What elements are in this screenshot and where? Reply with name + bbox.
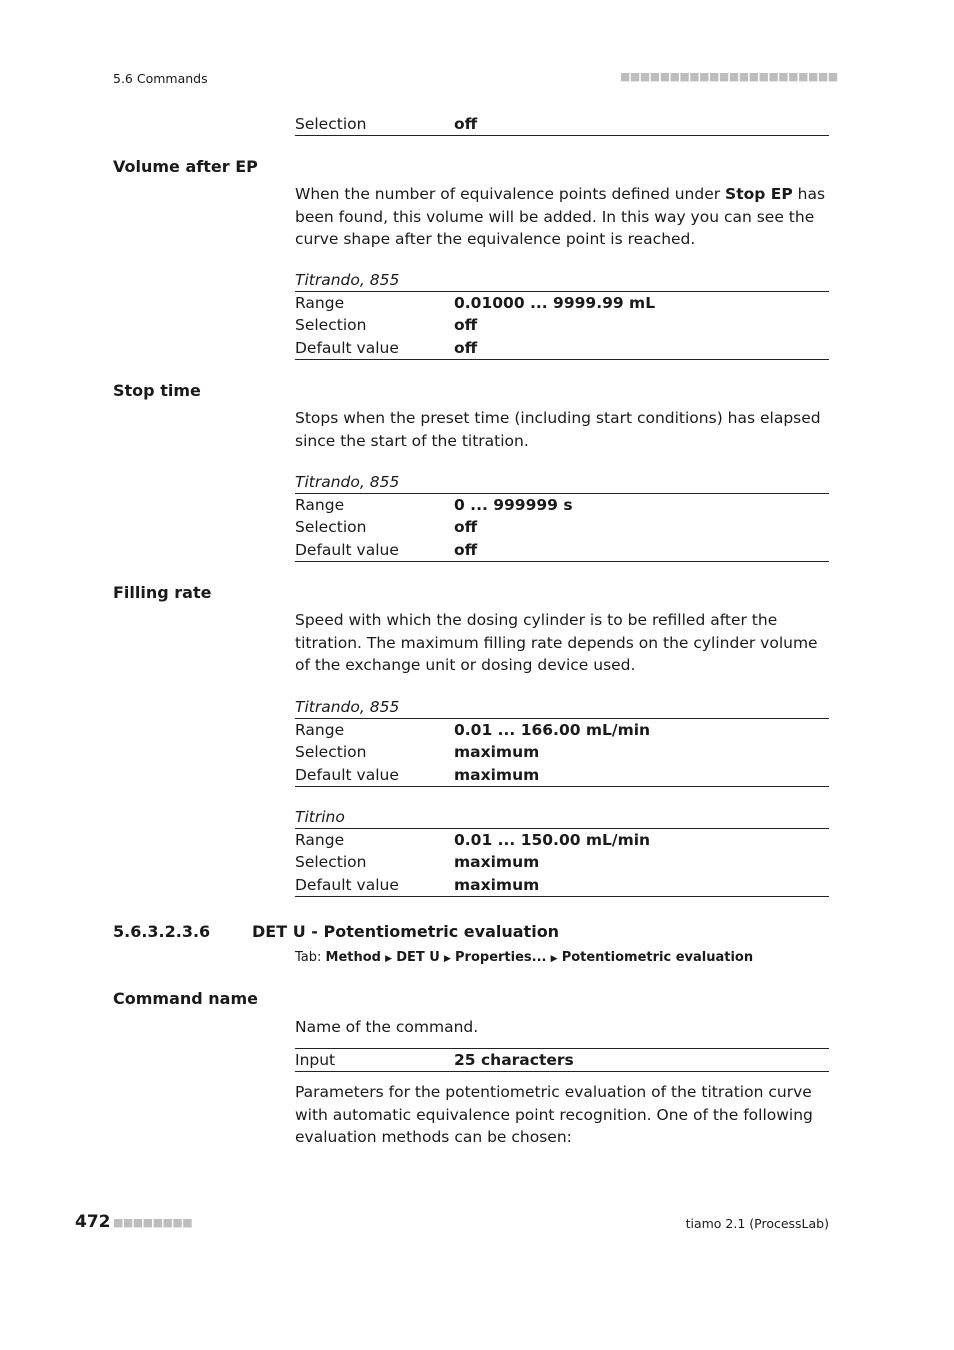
heading-command-name: Command name	[113, 989, 258, 1008]
heading-stop-time: Stop time	[113, 381, 201, 400]
table-caption: Titrando, 855	[295, 698, 400, 716]
table-caption: Titrando, 855	[295, 271, 400, 289]
stop-time-description: Stops when the preset time (including start conditions) has elapsed since the start of the titration.	[295, 409, 821, 450]
arrow-right-icon: ▶	[443, 954, 451, 964]
table-row: Range 0.01 ... 166.00 mL/min	[295, 721, 651, 739]
section-title: DET U - Potentiometric evaluation	[252, 922, 560, 941]
breadcrumb-item: Potentiometric evaluation	[561, 950, 754, 965]
table-row: Default value maximum	[295, 875, 540, 894]
table-row: Selection off	[295, 115, 478, 133]
volume-after-ep-table	[295, 269, 829, 360]
table-row: Selection maximum	[295, 853, 540, 872]
command-name-table	[295, 1048, 829, 1072]
table-caption: Titrando, 855	[295, 473, 400, 491]
section-number: 5.6.3.2.3.6	[113, 922, 211, 941]
footer-dots-decoration: ■■■■■■■■	[113, 1216, 193, 1229]
table-row: Default value off	[295, 540, 478, 559]
top-parameter-table	[295, 113, 829, 136]
footer-product-name: tiamo 2.1 (ProcessLab)	[685, 1216, 829, 1231]
filling-rate-table-titrando	[295, 696, 829, 787]
breadcrumb-item: Method	[325, 950, 381, 965]
table-row: Default value off	[295, 338, 478, 357]
running-header-section: 5.6 Commands	[113, 71, 208, 86]
header-dots-decoration: ■■■■■■■■■■■■■■■■■■■■■■	[620, 70, 838, 83]
page-number: 472	[75, 1212, 111, 1232]
table-row: Input 25 characters	[295, 1051, 574, 1069]
heading-filling-rate: Filling rate	[113, 583, 212, 602]
heading-volume-after-ep: Volume after EP	[113, 157, 258, 176]
filling-rate-table-titrino	[295, 806, 829, 897]
breadcrumb-item: Properties...	[455, 950, 547, 965]
tab-path-breadcrumb: Tab: Method ▶ DET U ▶ Properties... ▶ Potentiometric evaluation	[295, 950, 754, 965]
table-caption: Titrino	[295, 808, 345, 826]
filling-rate-description: Speed with which the dosing cylinder is to be refilled after the titration. The maximum filling rate depends on the cylinder volume of the exchange unit or dosing device used.	[295, 611, 818, 674]
table-row: Selection off	[295, 316, 478, 335]
command-name-description: Name of the command.	[295, 1018, 479, 1036]
volume-after-ep-description: When the number of equivalence points defined under Stop EP has been found, this volume will be added. In this way you can see the curve shape after the equivalence point is reached.	[295, 185, 826, 248]
arrow-right-icon: ▶	[550, 954, 558, 964]
table-row: Range 0.01 ... 150.00 mL/min	[295, 831, 651, 849]
table-row: Range 0 ... 999999 s	[295, 496, 573, 514]
table-row: Selection off	[295, 518, 478, 537]
table-row: Range 0.01000 ... 9999.99 mL	[295, 294, 656, 312]
breadcrumb-item: DET U	[396, 950, 440, 965]
potentiometric-evaluation-description: Parameters for the potentiometric evaluation of the titration curve with automatic equivalence point recognition. One of the following evaluation methods can be chosen:	[295, 1083, 813, 1146]
table-row: Default value maximum	[295, 765, 540, 784]
table-row: Selection maximum	[295, 743, 540, 762]
arrow-right-icon: ▶	[385, 954, 393, 964]
stop-time-table	[295, 471, 829, 562]
